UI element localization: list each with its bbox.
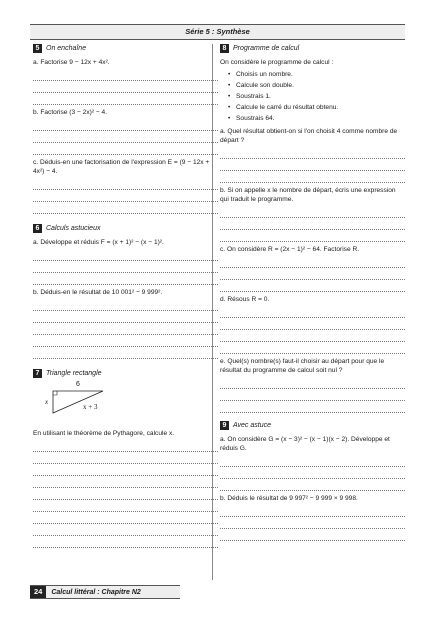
answer-line[interactable]	[220, 318, 405, 330]
program-intro: On considère le programme de calcul :	[220, 59, 334, 66]
right-column	[220, 44, 405, 541]
answer-line[interactable]	[220, 280, 405, 292]
question-8d: d. Résous R = 0.	[220, 296, 270, 303]
answer-line[interactable]	[220, 517, 405, 529]
page-number: 24	[30, 586, 46, 598]
answer-line[interactable]	[220, 529, 405, 541]
question-8e: e. Quel(s) nombre(s) faut-il choisir au départ pour que le résultat du programme de calcul soit nul ?	[220, 358, 385, 374]
question-8b: b. Si on appelle x le nombre de départ, écris une expression qui traduit le programme.	[220, 187, 396, 203]
question-8c: c. On considère R = (2x − 1)² − 64. Factorise R.	[220, 246, 360, 253]
program-step: • Calcule son double.	[228, 80, 405, 91]
question-5b: b. Factorise (3 − 2x)² − 4.	[33, 109, 108, 116]
answer-line[interactable]	[220, 342, 405, 354]
answer-line[interactable]	[220, 377, 405, 389]
answer-line[interactable]	[220, 505, 405, 517]
answer-line[interactable]	[33, 202, 218, 214]
answer-line[interactable]	[220, 268, 405, 280]
program-step: • Soustrais 64.	[228, 113, 405, 124]
exercise-number: 8	[220, 44, 229, 53]
answer-line[interactable]	[33, 273, 218, 285]
answer-line[interactable]	[33, 299, 218, 311]
header-title: Série 5 : Synthèse	[185, 27, 250, 36]
answer-line[interactable]	[33, 323, 218, 335]
answer-line[interactable]	[33, 440, 218, 452]
page-footer	[30, 585, 180, 599]
answer-line[interactable]	[33, 335, 218, 347]
answer-line[interactable]	[220, 230, 405, 242]
question-7: En utilisant le théorème de Pythagore, calcule x.	[33, 430, 175, 437]
exercise-number: 5	[33, 44, 42, 53]
answer-line[interactable]	[220, 306, 405, 318]
page-header	[30, 24, 405, 40]
program-steps	[220, 69, 405, 124]
answer-line[interactable]	[33, 536, 218, 548]
answer-line[interactable]	[220, 256, 405, 268]
answer-line[interactable]	[33, 119, 218, 131]
program-step: • Choisis un nombre.	[228, 69, 405, 80]
answer-line[interactable]	[33, 476, 218, 488]
program-step: • Calcule le carré du résultat obtenu.	[228, 102, 405, 113]
chapter-title: Calcul littéral : Chapitre N2	[51, 588, 141, 596]
left-column	[33, 44, 218, 548]
answer-line[interactable]	[220, 171, 405, 183]
answer-line[interactable]	[33, 81, 218, 93]
exercise-number: 9	[220, 421, 229, 430]
exercise-9-title: 9 Avec astuce	[220, 421, 405, 430]
answer-line[interactable]	[33, 311, 218, 323]
answer-line[interactable]	[33, 131, 218, 143]
hypotenuse-label: x + 3	[83, 403, 98, 411]
exercise-7-title: 7 Triangle rectangle	[33, 369, 218, 378]
question-6a: a. Développe et réduis F = (x + 1)² − (x − 1)².	[33, 239, 164, 246]
side-top-label: 6	[76, 381, 80, 388]
answer-line[interactable]	[33, 500, 218, 512]
answer-line[interactable]	[33, 69, 218, 81]
answer-line[interactable]	[33, 143, 218, 155]
answer-line[interactable]	[33, 249, 218, 261]
answer-line[interactable]	[220, 147, 405, 159]
answer-line[interactable]	[220, 479, 405, 491]
answer-line[interactable]	[220, 330, 405, 342]
answer-line[interactable]	[33, 464, 218, 476]
answer-line[interactable]	[220, 159, 405, 171]
answer-line[interactable]	[33, 524, 218, 536]
exercise-5-title: 5 On enchaîne	[33, 44, 218, 53]
exercise-number: 6	[33, 224, 42, 233]
answer-line[interactable]	[220, 467, 405, 479]
triangle-figure	[33, 383, 218, 423]
exercise-number: 7	[33, 369, 42, 378]
exercise-6-title: 6 Calculs astucieux	[33, 224, 218, 233]
question-5a: a. Factorise 9 − 12x + 4x².	[33, 59, 110, 66]
answer-line[interactable]	[220, 206, 405, 218]
answer-line[interactable]	[33, 261, 218, 273]
side-left-label: x	[45, 398, 49, 406]
program-step: • Soustrais 1.	[228, 91, 405, 102]
answer-line[interactable]	[220, 401, 405, 413]
answer-line[interactable]	[33, 488, 218, 500]
question-5c: c. Déduis-en une factorisation de l'expression E = (9 − 12x + 4x²) − 4.	[33, 159, 210, 175]
answer-line[interactable]	[33, 93, 218, 105]
question-9b: b. Déduis le résultat de 9 997² − 9 999 × 9 998.	[220, 495, 358, 502]
exercise-8-title: 8 Programme de calcul	[220, 44, 405, 53]
answer-line[interactable]	[33, 178, 218, 190]
question-9a: a. On considère G = (x − 3)² − (x − 1)(x − 2). Développe et réduis G.	[220, 436, 390, 452]
answer-line[interactable]	[33, 190, 218, 202]
answer-line[interactable]	[220, 218, 405, 230]
question-8a: a. Quel résultat obtient-on si l'on choisit 4 comme nombre de départ ?	[220, 128, 398, 144]
answer-line[interactable]	[33, 452, 218, 464]
answer-line[interactable]	[220, 389, 405, 401]
answer-line[interactable]	[33, 512, 218, 524]
question-6b: b. Déduis-en le résultat de 10 001² − 9 999².	[33, 289, 163, 296]
answer-line[interactable]	[220, 455, 405, 467]
answer-line[interactable]	[33, 347, 218, 359]
